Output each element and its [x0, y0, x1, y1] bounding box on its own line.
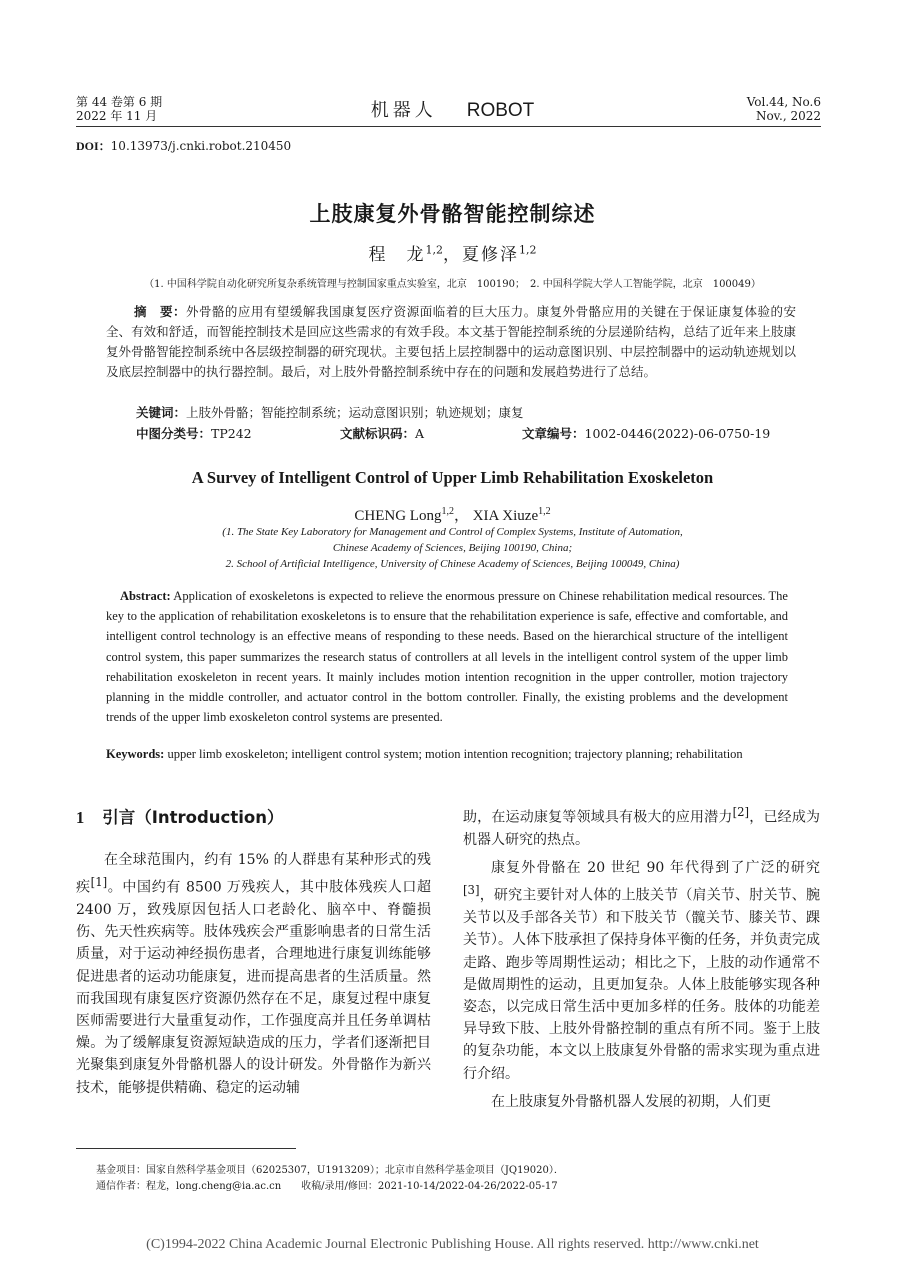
abstract-en-text: Application of exoskeletons is expected to relieve the enormous pressure on Chinese rehabilitation medical resources. The key to the application of rehabilitation exoskeletons is to ensure that the rehabilitation experience is safe, effective and comfortable, and intelligent control technology is an effective means of responding to these needs. Based on the hierarchical structure of the intelligent control system, this paper summarizes the research status of controllers at all levels in the intelligent control system of the upper limb rehabilitation exoskeleton in recent years. It mainly includes motion intention recognition in the upper controller, motion trajectory planning in the middle controller, and actuator control in the bottom controller. Finally, the existing problems and the development trends of the upper limb exoskeleton control systems are presented.: [106, 589, 788, 725]
authors-cn: [0, 240, 905, 265]
author-separator: ，: [453, 508, 473, 524]
paragraph-text: 在上肢康复外骨骼机器人发展的初期，人们更: [491, 1093, 771, 1110]
paragraph-text: ，已经成为机器人研究的热点。: [463, 809, 821, 848]
doi-value[interactable]: 10.13973/j.cnki.robot.210450: [110, 139, 292, 153]
affiliation-en-line: Chinese Academy of Sciences, Beijing 100190, China;: [332, 542, 573, 554]
footnote-rule: [76, 1148, 296, 1149]
keywords-en-text: upper limb exoskeleton; intelligent control system; motion intention recognition; trajectory planning; rehabilitation: [167, 747, 743, 761]
section-number: 1: [76, 808, 85, 827]
abstract-en-label: Abstract:: [120, 589, 171, 603]
vol-en: Vol.44, No.6: [746, 95, 821, 109]
author-affil-sup: 1,2: [425, 243, 443, 257]
body-paragraph: [463, 857, 820, 1085]
footnote-contact: 通信作者：程龙，long.cheng@ia.ac.cn 收稿/录用/修回：2021-10-14/2022-04-26/2022-05-17: [96, 1181, 558, 1192]
paragraph-text: ，研究主要针对人体的上肢关节（肩关节、肘关节、腕关节以及手部各关节）和下肢关节（髋关节、膝关节、踝关节）。人体下肢承担了保持身体平衡的任务，并负责完成走路、跑步等周期性运动；相比之下，上肢的动作通常不是做周期性的运动，且更加复杂。人体上肢能够实现各种姿态，以完成日常生活中更加多样的任务。肢体的功能差异导致下肢、上肢外骨骼控制的重点有所不同。鉴于上肢的复杂功能，本文以上肢康复外骨骼的需求实现为重点进行介绍。: [463, 887, 820, 1082]
body-paragraph: [463, 1091, 820, 1113]
body-paragraph: [463, 801, 820, 851]
doi-line: [76, 137, 291, 154]
article-number-label: 文章编号：: [522, 426, 585, 441]
header-volume-info: [747, 95, 821, 123]
author-name: CHENG Long: [354, 508, 442, 524]
affiliation-cn: （1. 中国科学院自动化研究所复杂系统管理与控制国家重点实验室，北京 100190； 2. 中国科学院大学人工智能学院，北京 100049）: [144, 279, 761, 290]
footnote-funding: 基金项目：国家自然科学基金项目（62025307，U1913209）；北京市自然科学基金项目（JQ19020）．: [96, 1165, 564, 1176]
header-rule: [76, 126, 821, 127]
date-en: Nov., 2022: [755, 109, 821, 123]
paragraph-text: 。中国约有 8500 万残疾人，其中肢体残疾人口超 2400 万，致残原因包括人口老龄化、脑卒中、脊髓损伤、先天性疾病等。肢体残疾会严重影响患者的日常生活质量，对于运动神经损伤患者，合理地进行康复训练能够促进患者的运动功能康复，进而提高患者的生活质量。然而我国现有康复医疗资源仍然存在不足，康复过程中康复医师需要进行大量重复动作，工作强度高并且任务单调枯燥。为了缓解康复资源短缺造成的压力，学者们逐渐把目光聚集到康复外骨骼机器人的设计研发。外骨骼作为新兴技术，能够提供精确、稳定的运动辅: [76, 879, 432, 1096]
paper-title-en: A Survey of Intelligent Control of Upper Limb Rehabilitation Exoskeleton: [191, 468, 714, 487]
clc-label: 中图分类号：: [136, 426, 212, 441]
author-affil-sup: 1,2: [519, 243, 537, 257]
paper-title-cn: 上肢康复外骨骼智能控制综述: [309, 202, 596, 226]
affiliation-en-line: 2. School of Artificial Intelligence, University of Chinese Academy of Sciences, Beijing 100049, China): [225, 558, 680, 570]
issue-cn: 第 44 卷第 6 期: [76, 95, 163, 109]
clc-number: [136, 424, 252, 442]
paragraph-text: 康复外骨骼在 20 世纪 90 年代得到了广泛的研究: [491, 860, 820, 877]
body-paragraph: [76, 849, 431, 1099]
document-code: [340, 424, 424, 442]
body-column-right: [463, 801, 820, 1113]
copyright-footer: (C)1994-2022 China Academic Journal Electronic Publishing House. All rights reserved. http://www.cnki.net: [146, 1237, 759, 1252]
affiliation-en-line: (1. The State Key Laboratory for Management and Control of Complex Systems, Institute of Automation,: [222, 526, 683, 538]
article-number-value: 1002-0446(2022)-06-0750-19: [584, 426, 771, 441]
abstract-cn: [106, 302, 796, 382]
clc-value: TP242: [211, 426, 252, 441]
journal-name-cn: 机器人: [370, 100, 437, 121]
section-heading: [76, 804, 283, 828]
paragraph-text: 在全球范围内，约有 15% 的人群患有某种形式的残疾: [76, 852, 431, 896]
citation-ref[interactable]: [1]: [90, 875, 108, 890]
author-name: 夏修泽: [462, 245, 519, 265]
keywords-cn: [136, 403, 524, 421]
abstract-en: [106, 586, 788, 727]
author-name: XIA Xiuze: [472, 508, 539, 524]
authors-en: [0, 504, 905, 525]
body-column-left: [76, 849, 431, 1099]
author-affil-sup: 1,2: [441, 506, 454, 517]
paragraph-text: 助，在运动康复等领域具有极大的应用潜力: [463, 809, 733, 826]
keywords-cn-label: 关键词：: [136, 405, 187, 420]
journal-name-en: ROBOT: [466, 100, 535, 121]
keywords-en-label: Keywords:: [106, 747, 165, 761]
author-name: 程 龙: [368, 245, 426, 265]
citation-ref[interactable]: [3]: [463, 883, 480, 898]
citation-ref[interactable]: [2]: [732, 805, 750, 819]
abstract-cn-label: 摘 要：: [134, 304, 186, 319]
doi-label: DOI：: [76, 139, 111, 153]
abstract-cn-text: 外骨骼的应用有望缓解我国康复医疗资源面临着的巨大压力。康复外骨骼应用的关键在于保证康复体验的安全、有效和舒适，而智能控制技术是回应这些需求的有效手段。本文基于智能控制系统的分层递阶结构，总结了近年来上肢康复外骨骼智能控制系统中各层级控制器的研究现状。主要包括上层控制器中的运动意图识别、中层控制器中的运动轨迹规划以及底层控制器中的执行器控制。最后，对上肢外骨骼控制系统中存在的问题和发展趋势进行了总结。: [106, 304, 796, 379]
keywords-en: [106, 744, 868, 764]
article-number: [522, 424, 770, 442]
keywords-cn-text: 上肢外骨骼；智能控制系统；运动意图识别；轨迹规划；康复: [186, 405, 524, 420]
author-affil-sup: 1,2: [538, 506, 551, 517]
author-separator: ，: [443, 245, 462, 265]
doc-code-value: A: [415, 426, 425, 441]
section-title: 引言（Introduction）: [102, 808, 284, 827]
doc-code-label: 文献标识码：: [340, 426, 416, 441]
date-cn: 2022 年 11 月: [76, 109, 158, 123]
